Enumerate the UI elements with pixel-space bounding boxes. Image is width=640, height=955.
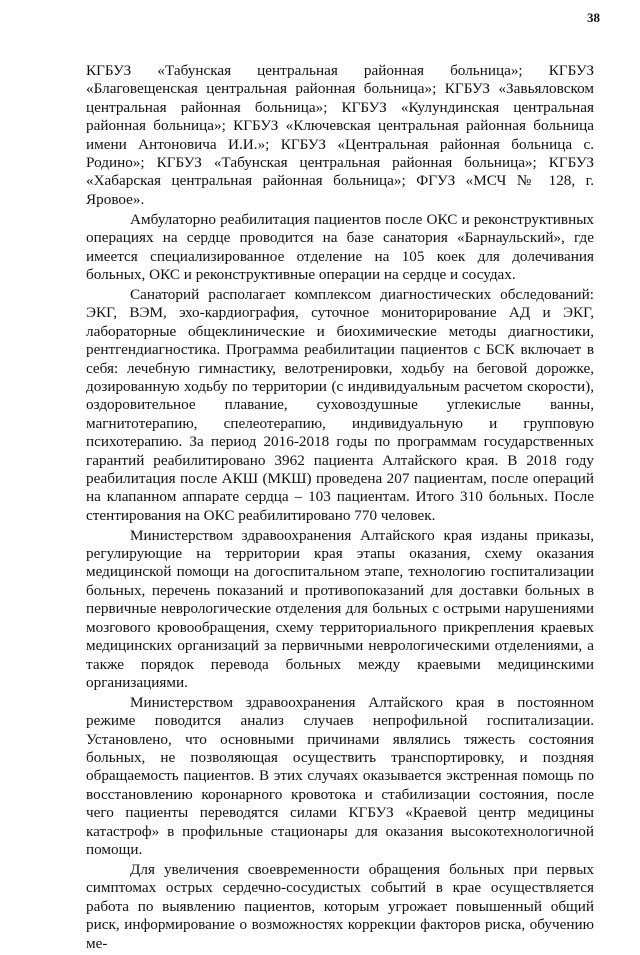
paragraph-hospital-list: КГБУЗ «Табунская центральная районная больница»; КГБУЗ «Благовещенская центральная районная больница»; КГБУЗ «Завьяловском центральная районная больница»; КГБУЗ «Кулундинская центральная районная больница»; КГБУЗ «Ключевская центральная районная больница имени Антоновича И.И.»; КГБУЗ «Центральная районная больница с. Родино»; КГБУЗ «Табунская центральная районная больница»; КГБУЗ «Хабарская центральная районная больница»; ФГУЗ «МСЧ № 128, г. Яровое». bbox=[86, 62, 594, 208]
paragraph-hospitalization-analysis: Министерством здравоохранения Алтайского края в постоянном режиме поводится анализ случаев непрофильной госпитализации. Установлено, что основными причинами являлись тяжесть состояния больных, не позволяющая осуществить транспортировку, и поздняя обращаемость пациентов. В этих случаях оказывается экстренная помощь по восстановлению коронарного кровотока и стабилизации состояния, после чего пациенты переводятся силами КГБУЗ «Краевой центр медицины катастроф» в профильные стационары для оказания высокотехнологичной помощи. bbox=[86, 693, 594, 859]
paragraph-timely-care: Для увеличения своевременности обращения больных при первых симптомах острых сердечно-сосудистых событий в крае осуществляется работа по выявлению пациентов, которым угрожает повышенный общий риск, информирование о возможностях коррекции факторов риска, обучению ме- bbox=[86, 860, 594, 952]
paragraph-outpatient-rehab: Амбулаторно реабилитация пациентов после ОКС и реконструктивных операциях на сердце проводится на базе санатория «Барнаульский», где имеется специализированное отделение на 105 коек для долечивания больных, ОКС и реконструктивные операции на сердце и сосудах. bbox=[86, 210, 594, 283]
document-body bbox=[86, 62, 594, 955]
paragraph-sanatorium-diagnostics: Санаторий располагает комплексом диагностических обследований: ЭКГ, ВЭМ, эхо-кардиография, суточное мониторирование АД и ЭКГ, лабораторные общеклинические и биохимические методы диагностики, рентгендиагностика. Программа реабилитации пациентов с БСК включает в себя: лечебную гимнастику, велотренировки, ходьбу на беговой дорожке, дозированную ходьбу по территории (с индивидуальным расчетом скорости), оздоровительное плавание, суховоздушные углекислые ванны, магнитотерапию, спелеотерапию, индивидуальную и групповую психотерапию. За период 2016-2018 годы по программам государственных гарантий реабилитировано 3962 пациента Алтайского края. В 2018 году реабилитация после АКШ (МКШ) проведена 207 пациентам, после операций на клапанном аппарате сердца – 103 пациентам. Итого 310 больных. После стентирования на ОКС реабилитировано 770 человек. bbox=[86, 285, 594, 524]
paragraph-ministry-orders: Министерством здравоохранения Алтайского края изданы приказы, регулирующие на территории края этапы оказания, схему оказания медицинской помощи на догоспитальном этапе, технологию госпитализации больных, перечень показаний и противопоказаний для доставки больных в первичные неврологические отделения для больных с острыми нарушениями мозгового кровообращения, схему территориального прикрепления краевых медицинских организаций за первичными неврологическими отделениями, а также порядок перевода больных между краевыми медицинскими организациями. bbox=[86, 526, 594, 691]
page-number: 38 bbox=[587, 10, 600, 25]
